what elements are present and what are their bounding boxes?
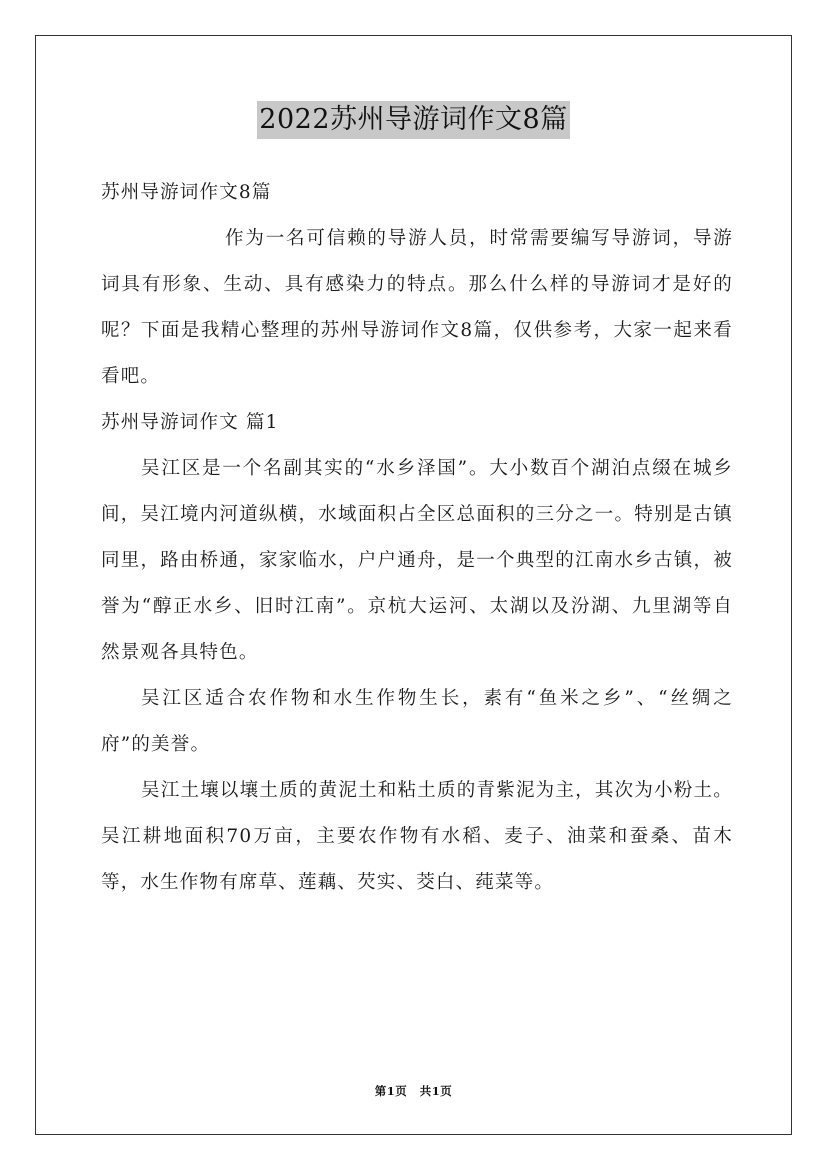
intro-paragraph: 作为一名可信赖的导游人员，时常需要编写导游词，导游词具有形象、生动、具有感染力的特点。那么什么样的导游词才是好的呢？下面是我精心整理的苏州导游词作文8篇，仅供参考，大家一起来看看吧。 — [101, 228, 733, 387]
section-heading: 苏州导游词作文 篇1 — [101, 412, 279, 433]
document-body — [101, 170, 733, 906]
body-paragraph-3: 吴江土壤以壤土质的黄泥土和粘土质的青紫泥为主，其次为小粉土。吴江耕地面积70万亩，主要农作物有水稻、麦子、油菜和蚕桑、苗木等，水生作物有席草、莲藕、芡实、茭白、莼菜等。 — [101, 780, 733, 893]
page-footer — [0, 1083, 827, 1099]
page-total: 共1页 — [419, 1084, 453, 1098]
body-paragraph-2: 吴江区适合农作物和水生作物生长，素有“鱼米之乡”、“丝绸之府”的美誉。 — [101, 688, 733, 755]
document-subtitle: 苏州导游词作文8篇 — [101, 182, 272, 203]
title-container — [0, 101, 827, 139]
body-paragraph-1: 吴江区是一个名副其实的“水乡泽国”。大小数百个湖泊点缀在城乡间，吴江境内河道纵横，水域面积占全区总面积的三分之一。特别是古镇同里，路由桥通，家家临水，户户通舟，是一个典型的江南水乡古镇，被誉为“醇正水乡、旧时江南”。京杭大运河、太湖以及汾湖、九里湖等自然景观各具特色。 — [101, 458, 733, 663]
page-number: 第1页 — [374, 1084, 408, 1098]
document-title: 2022苏州导游词作文8篇 — [257, 101, 569, 139]
